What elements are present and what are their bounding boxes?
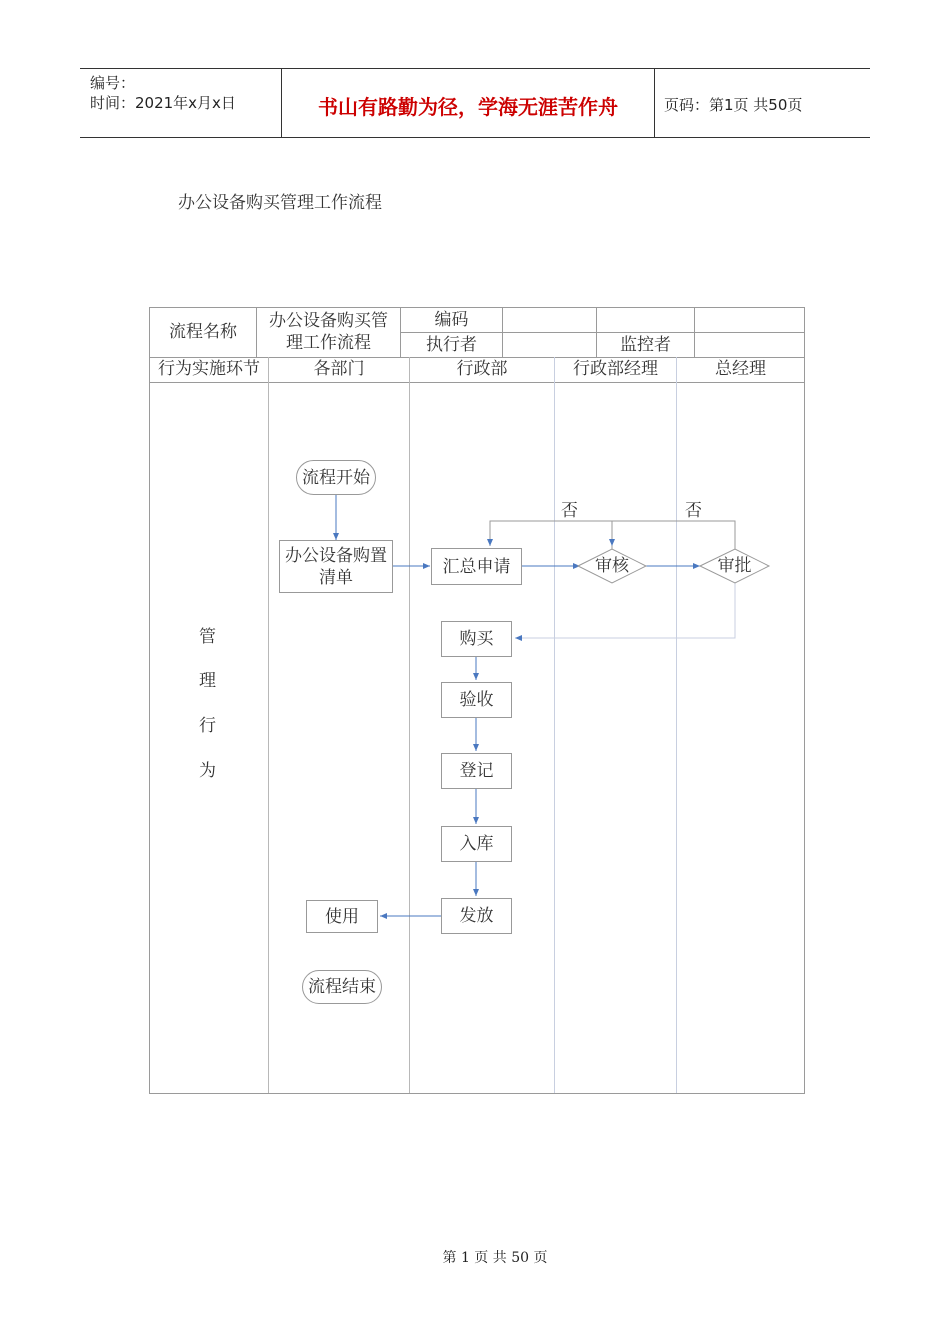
- monitor-label: 监控者: [620, 335, 671, 355]
- column-header: 行政部经理: [573, 359, 658, 379]
- flow-name-value: [257, 310, 400, 354]
- flow-name-label: 流程名称: [169, 322, 237, 342]
- row-label-char: 管: [199, 627, 216, 647]
- flow-name-line1: 办公设备购买管: [269, 311, 388, 331]
- start-node: 流程开始: [296, 460, 376, 495]
- purchase-list-line2: 清单: [319, 567, 353, 588]
- column-header: 总经理: [715, 359, 766, 379]
- connector-approve-purchase: [515, 583, 735, 638]
- approve-label: 审批: [717, 556, 752, 576]
- column-header: 各部门: [313, 359, 365, 379]
- review-label: 审核: [595, 556, 629, 576]
- executor-label: 执行者: [426, 335, 477, 355]
- review-reject-label: 否: [561, 501, 578, 521]
- register-node: 登记: [441, 753, 512, 789]
- approve-reject-label: 否: [685, 501, 702, 521]
- purchase-node: 购买: [441, 621, 512, 657]
- use-node: 使用: [306, 900, 378, 933]
- row-label-char: 行: [199, 716, 216, 736]
- header-page-number: 页码：第1页 共50页: [664, 96, 803, 114]
- connector-approve-reject: [612, 521, 735, 549]
- code-label: 编码: [434, 310, 469, 330]
- column-header: 行为实施环节: [158, 359, 260, 379]
- page-footer: 第 1 页 共 50 页: [442, 1250, 548, 1266]
- issue-node: 发放: [441, 898, 512, 934]
- header-motto: 书山有路勤为径，学海无涯苦作舟: [318, 95, 618, 119]
- connector-review-reject: [490, 521, 612, 549]
- number-label: 编号：: [90, 74, 136, 92]
- acceptance-node: 验收: [441, 682, 512, 718]
- document-title: 办公设备购买管理工作流程: [178, 193, 382, 213]
- purchase-list-line1: 办公设备购置: [285, 545, 387, 566]
- purchase-list-node: [279, 540, 393, 593]
- flow-name-line2: 理工作流程: [286, 333, 371, 353]
- column-header: 行政部: [456, 359, 508, 379]
- time-label: 时间：2021年x月x日: [90, 94, 236, 112]
- storage-node: 入库: [441, 826, 512, 862]
- summary-node: 汇总申请: [431, 548, 522, 585]
- row-label-char: 理: [199, 671, 216, 691]
- row-label-char: 为: [199, 761, 216, 781]
- end-node: 流程结束: [302, 970, 382, 1004]
